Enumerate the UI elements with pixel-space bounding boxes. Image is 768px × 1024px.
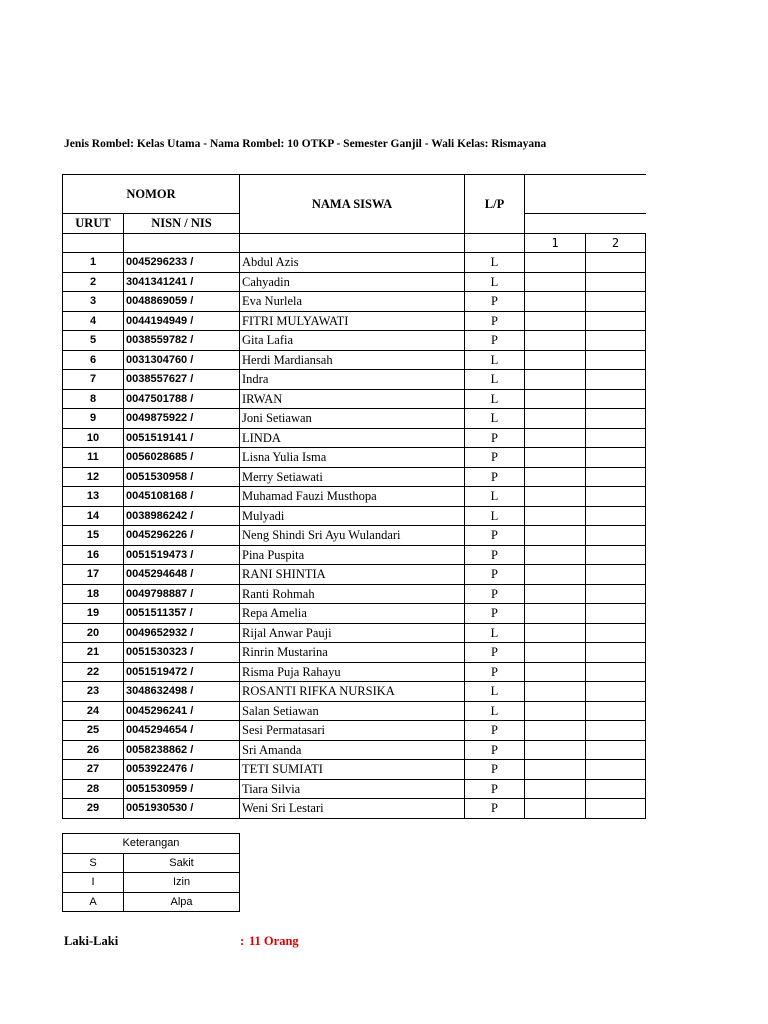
header-nama-siswa: NAMA SISWA xyxy=(240,175,465,234)
row-student-name: Sri Amanda xyxy=(240,740,465,760)
table-row xyxy=(63,721,646,741)
row-student-name: Ranti Rohmah xyxy=(240,584,465,604)
row-gender: L xyxy=(465,487,525,507)
row-student-name: RANI SHINTIA xyxy=(240,565,465,585)
header-lp: L/P xyxy=(465,175,525,234)
table-row xyxy=(63,272,646,292)
row-gender: L xyxy=(465,682,525,702)
table-row xyxy=(63,779,646,799)
row-day-1-cell xyxy=(525,623,586,643)
row-gender: L xyxy=(465,370,525,390)
row-student-name: FITRI MULYAWATI xyxy=(240,311,465,331)
row-number: 8 xyxy=(63,389,124,409)
row-nisn: 0044194949 / xyxy=(124,311,240,331)
row-gender: P xyxy=(465,721,525,741)
row-day-1-cell xyxy=(525,701,586,721)
row-day-1-cell xyxy=(525,272,586,292)
row-number: 11 xyxy=(63,448,124,468)
header-nomor: NOMOR xyxy=(63,175,240,214)
table-row xyxy=(63,701,646,721)
legend-label: Izin xyxy=(124,873,240,893)
row-day-2-cell xyxy=(586,331,646,351)
row-gender: L xyxy=(465,623,525,643)
header-blank-urut xyxy=(63,233,124,253)
header-days-spacer xyxy=(525,214,646,234)
row-nisn: 0045108168 / xyxy=(124,487,240,507)
row-day-2-cell xyxy=(586,779,646,799)
row-student-name: Gita Lafia xyxy=(240,331,465,351)
row-day-2-cell xyxy=(586,701,646,721)
row-number: 17 xyxy=(63,565,124,585)
row-number: 23 xyxy=(63,682,124,702)
row-student-name: Eva Nurlela xyxy=(240,292,465,312)
row-gender: P xyxy=(465,643,525,663)
row-gender: P xyxy=(465,545,525,565)
table-row xyxy=(63,584,646,604)
row-day-2-cell xyxy=(586,428,646,448)
legend-table xyxy=(62,833,240,912)
row-student-name: Muhamad Fauzi Musthopa xyxy=(240,487,465,507)
row-day-1-cell xyxy=(525,545,586,565)
row-number: 19 xyxy=(63,604,124,624)
row-nisn: 0053922476 / xyxy=(124,760,240,780)
row-day-1-cell xyxy=(525,370,586,390)
row-day-1-cell xyxy=(525,389,586,409)
row-student-name: Lisna Yulia Isma xyxy=(240,448,465,468)
row-day-2-cell xyxy=(586,350,646,370)
legend-row-sakit xyxy=(63,853,240,873)
row-number: 3 xyxy=(63,292,124,312)
legend-title: Keterangan xyxy=(63,834,240,854)
row-gender: P xyxy=(465,779,525,799)
attendance-table xyxy=(62,174,646,819)
row-day-2-cell xyxy=(586,643,646,663)
row-student-name: Rijal Anwar Pauji xyxy=(240,623,465,643)
row-day-1-cell xyxy=(525,662,586,682)
table-row xyxy=(63,311,646,331)
row-student-name: Salan Setiawan xyxy=(240,701,465,721)
row-number: 27 xyxy=(63,760,124,780)
table-row xyxy=(63,565,646,585)
row-gender: L xyxy=(465,701,525,721)
table-row xyxy=(63,545,646,565)
row-gender: P xyxy=(465,760,525,780)
row-day-1-cell xyxy=(525,448,586,468)
row-day-2-cell xyxy=(586,487,646,507)
row-day-2-cell xyxy=(586,565,646,585)
table-row xyxy=(63,506,646,526)
row-day-1-cell xyxy=(525,331,586,351)
row-day-1-cell xyxy=(525,682,586,702)
table-row xyxy=(63,526,646,546)
row-day-1-cell xyxy=(525,526,586,546)
row-gender: P xyxy=(465,565,525,585)
row-day-1-cell xyxy=(525,779,586,799)
row-day-2-cell xyxy=(586,623,646,643)
row-gender: P xyxy=(465,292,525,312)
row-number: 7 xyxy=(63,370,124,390)
row-number: 29 xyxy=(63,799,124,819)
row-nisn: 0048869059 / xyxy=(124,292,240,312)
row-day-1-cell xyxy=(525,253,586,273)
row-nisn: 0049652932 / xyxy=(124,623,240,643)
table-row xyxy=(63,623,646,643)
table-row xyxy=(63,487,646,507)
row-number: 26 xyxy=(63,740,124,760)
table-row xyxy=(63,292,646,312)
row-nisn: 0051530958 / xyxy=(124,467,240,487)
table-row xyxy=(63,467,646,487)
row-student-name: Risma Puja Rahayu xyxy=(240,662,465,682)
row-student-name: Merry Setiawati xyxy=(240,467,465,487)
row-day-2-cell xyxy=(586,467,646,487)
row-nisn: 0045296233 / xyxy=(124,253,240,273)
row-nisn: 0051530323 / xyxy=(124,643,240,663)
row-day-1-cell xyxy=(525,799,586,819)
row-day-2-cell xyxy=(586,662,646,682)
header-day-2: 2 xyxy=(586,233,646,253)
row-nisn: 0045294654 / xyxy=(124,721,240,741)
row-nisn: 0051519473 / xyxy=(124,545,240,565)
row-number: 25 xyxy=(63,721,124,741)
row-number: 22 xyxy=(63,662,124,682)
row-nisn: 0051530959 / xyxy=(124,779,240,799)
row-day-2-cell xyxy=(586,506,646,526)
row-day-2-cell xyxy=(586,448,646,468)
row-number: 4 xyxy=(63,311,124,331)
row-gender: P xyxy=(465,584,525,604)
row-nisn: 0051519472 / xyxy=(124,662,240,682)
row-day-1-cell xyxy=(525,506,586,526)
row-gender: P xyxy=(465,448,525,468)
row-student-name: Tiara Silvia xyxy=(240,779,465,799)
header-blank-nisn xyxy=(124,233,240,253)
row-nisn: 0058238862 / xyxy=(124,740,240,760)
row-number: 12 xyxy=(63,467,124,487)
row-nisn: 0051511357 / xyxy=(124,604,240,624)
row-day-2-cell xyxy=(586,409,646,429)
male-count-summary xyxy=(64,934,324,952)
row-gender: L xyxy=(465,506,525,526)
row-student-name: Mulyadi xyxy=(240,506,465,526)
row-student-name: ROSANTI RIFKA NURSIKA xyxy=(240,682,465,702)
row-nisn: 0038986242 / xyxy=(124,506,240,526)
row-day-1-cell xyxy=(525,487,586,507)
table-row xyxy=(63,682,646,702)
legend-label: Alpa xyxy=(124,892,240,912)
row-nisn: 0038557627 / xyxy=(124,370,240,390)
row-day-1-cell xyxy=(525,292,586,312)
row-day-2-cell xyxy=(586,721,646,741)
row-day-1-cell xyxy=(525,350,586,370)
table-row xyxy=(63,409,646,429)
summary-label: Laki-Laki xyxy=(64,934,119,948)
row-gender: L xyxy=(465,409,525,429)
row-number: 20 xyxy=(63,623,124,643)
row-nisn: 0045296226 / xyxy=(124,526,240,546)
row-day-1-cell xyxy=(525,721,586,741)
row-number: 16 xyxy=(63,545,124,565)
row-nisn: 3041341241 / xyxy=(124,272,240,292)
legend-code: S xyxy=(63,853,124,873)
row-day-2-cell xyxy=(586,799,646,819)
row-gender: P xyxy=(465,428,525,448)
row-student-name: Herdi Mardiansah xyxy=(240,350,465,370)
row-day-1-cell xyxy=(525,467,586,487)
header-blank-lp xyxy=(465,233,525,253)
row-nisn: 0045294648 / xyxy=(124,565,240,585)
row-gender: L xyxy=(465,272,525,292)
legend-label: Sakit xyxy=(124,853,240,873)
row-day-2-cell xyxy=(586,760,646,780)
row-nisn: 0049798887 / xyxy=(124,584,240,604)
row-day-1-cell xyxy=(525,740,586,760)
header-day-1: 1 xyxy=(525,233,586,253)
row-nisn: 3048632498 / xyxy=(124,682,240,702)
row-number: 21 xyxy=(63,643,124,663)
row-nisn: 0047501788 / xyxy=(124,389,240,409)
row-student-name: Joni Setiawan xyxy=(240,409,465,429)
row-gender: P xyxy=(465,662,525,682)
row-number: 6 xyxy=(63,350,124,370)
row-student-name: Pina Puspita xyxy=(240,545,465,565)
summary-colon: : xyxy=(240,934,245,948)
row-nisn: 0049875922 / xyxy=(124,409,240,429)
row-number: 5 xyxy=(63,331,124,351)
table-row xyxy=(63,350,646,370)
row-day-2-cell xyxy=(586,253,646,273)
row-day-2-cell xyxy=(586,292,646,312)
legend-code: I xyxy=(63,873,124,893)
row-nisn: 0056028685 / xyxy=(124,448,240,468)
student-rows xyxy=(63,253,646,819)
page-title: Jenis Rombel: Kelas Utama - Nama Rombel: 10 OTKP - Semester Ganjil - Wali Kelas: Rismayana xyxy=(64,138,547,150)
row-student-name: Rinrin Mustarina xyxy=(240,643,465,663)
row-nisn: 0038559782 / xyxy=(124,331,240,351)
row-number: 15 xyxy=(63,526,124,546)
row-nisn: 0051519141 / xyxy=(124,428,240,448)
row-gender: P xyxy=(465,526,525,546)
row-day-1-cell xyxy=(525,643,586,663)
row-gender: L xyxy=(465,253,525,273)
row-nisn: 0031304760 / xyxy=(124,350,240,370)
row-day-1-cell xyxy=(525,604,586,624)
row-student-name: Neng Shindi Sri Ayu Wulandari xyxy=(240,526,465,546)
row-day-2-cell xyxy=(586,604,646,624)
row-number: 10 xyxy=(63,428,124,448)
table-row xyxy=(63,760,646,780)
summary-value: 11 Orang xyxy=(249,934,299,948)
table-row xyxy=(63,331,646,351)
row-day-2-cell xyxy=(586,389,646,409)
table-row xyxy=(63,448,646,468)
row-day-2-cell xyxy=(586,584,646,604)
row-gender: L xyxy=(465,350,525,370)
row-gender: P xyxy=(465,740,525,760)
row-student-name: Sesi Permatasari xyxy=(240,721,465,741)
row-day-2-cell xyxy=(586,740,646,760)
legend-row-izin xyxy=(63,873,240,893)
header-days-group xyxy=(525,175,646,214)
row-student-name: IRWAN xyxy=(240,389,465,409)
row-student-name: Indra xyxy=(240,370,465,390)
row-day-1-cell xyxy=(525,760,586,780)
header-blank-nama xyxy=(240,233,465,253)
row-gender: P xyxy=(465,467,525,487)
row-number: 28 xyxy=(63,779,124,799)
row-day-1-cell xyxy=(525,428,586,448)
row-gender: P xyxy=(465,311,525,331)
row-day-2-cell xyxy=(586,545,646,565)
row-day-1-cell xyxy=(525,311,586,331)
table-row xyxy=(63,604,646,624)
row-day-1-cell xyxy=(525,565,586,585)
table-row xyxy=(63,662,646,682)
row-gender: P xyxy=(465,331,525,351)
row-student-name: LINDA xyxy=(240,428,465,448)
row-student-name: Weni Sri Lestari xyxy=(240,799,465,819)
row-student-name: Repa Amelia xyxy=(240,604,465,624)
row-number: 24 xyxy=(63,701,124,721)
row-day-2-cell xyxy=(586,272,646,292)
row-number: 13 xyxy=(63,487,124,507)
table-row xyxy=(63,370,646,390)
table-row xyxy=(63,389,646,409)
row-gender: L xyxy=(465,389,525,409)
row-student-name: TETI SUMIATI xyxy=(240,760,465,780)
row-gender: P xyxy=(465,799,525,819)
header-nisn: NISN / NIS xyxy=(124,214,240,234)
row-gender: P xyxy=(465,604,525,624)
row-number: 2 xyxy=(63,272,124,292)
row-number: 18 xyxy=(63,584,124,604)
table-row xyxy=(63,643,646,663)
row-day-1-cell xyxy=(525,584,586,604)
row-student-name: Cahyadin xyxy=(240,272,465,292)
table-row xyxy=(63,253,646,273)
legend-code: A xyxy=(63,892,124,912)
row-day-2-cell xyxy=(586,370,646,390)
row-day-2-cell xyxy=(586,311,646,331)
header-urut: URUT xyxy=(63,214,124,234)
row-nisn: 0051930530 / xyxy=(124,799,240,819)
row-nisn: 0045296241 / xyxy=(124,701,240,721)
row-day-2-cell xyxy=(586,526,646,546)
row-number: 14 xyxy=(63,506,124,526)
row-day-1-cell xyxy=(525,409,586,429)
table-row xyxy=(63,799,646,819)
row-number: 9 xyxy=(63,409,124,429)
legend-row-alpa xyxy=(63,892,240,912)
row-day-2-cell xyxy=(586,682,646,702)
row-number: 1 xyxy=(63,253,124,273)
table-row xyxy=(63,740,646,760)
table-row xyxy=(63,428,646,448)
row-student-name: Abdul Azis xyxy=(240,253,465,273)
